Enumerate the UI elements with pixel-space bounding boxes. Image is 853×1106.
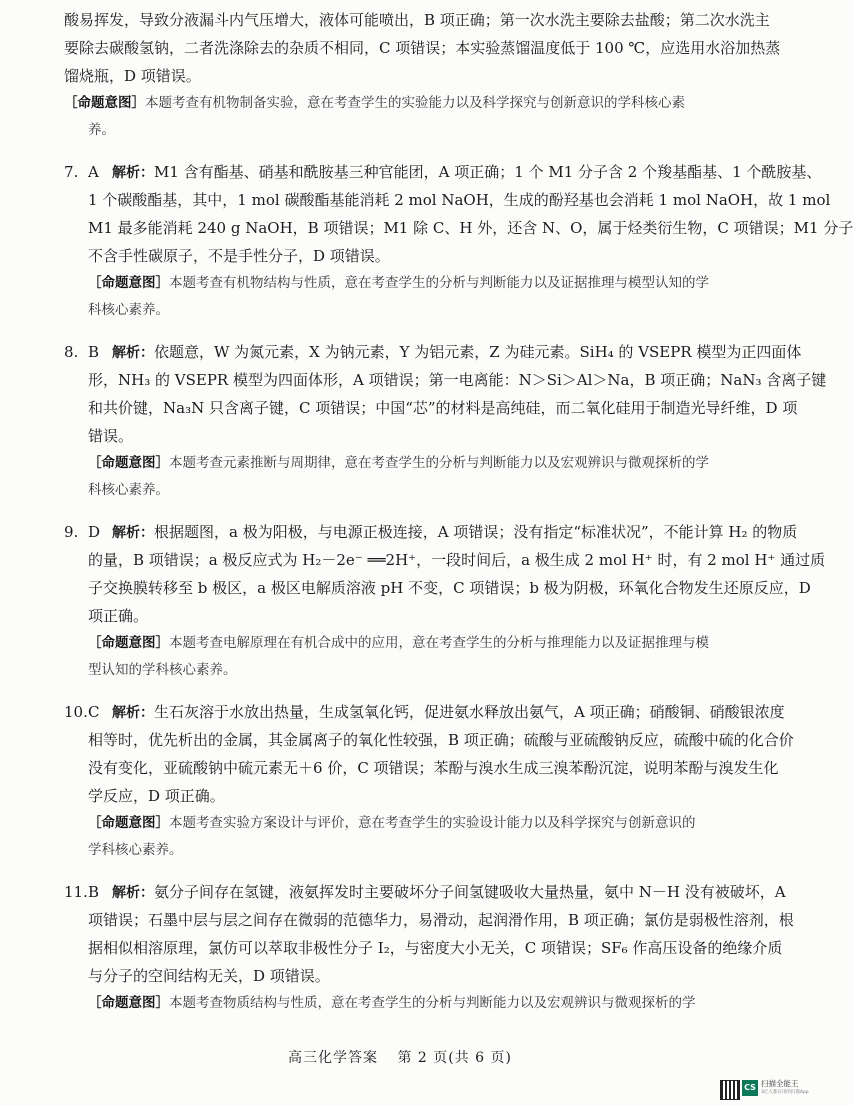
- intent-line: ［命题意图］本题考查元素推断与周期律，意在考查学生的分析与判断能力以及宏观辨识与微观探析的学: [88, 455, 709, 471]
- text-line: 形，NH₃ 的 VSEPR 模型为四面体形，A 项错误；第一电离能：N＞Si＞Al＞Na，B 项正确；NaN₃ 含离子键: [88, 371, 827, 389]
- intent-label: ［命题意图］: [88, 275, 169, 291]
- intent-line: 养。: [88, 122, 115, 138]
- answer-letter: B: [88, 883, 100, 901]
- answer-letter: B: [88, 343, 100, 361]
- text-line: 项正确。: [88, 607, 149, 625]
- scanner-logo-icon: CS: [742, 1080, 758, 1096]
- text-line: 1 个碳酸酯基，其中，1 mol 碳酸酯基能消耗 2 mol NaOH，生成的酚羟基也会消耗 1 mol NaOH，故 1 mol: [88, 191, 831, 209]
- intent-line: ［命题意图］本题考查物质结构与性质，意在考查学生的分析与判断能力以及宏观辨识与微观探析的学: [88, 995, 696, 1011]
- scanner-name: 扫描全能王: [761, 1079, 799, 1088]
- page-footer: [0, 1047, 800, 1067]
- page-number: 第 2 页(共 6 页): [397, 1050, 512, 1066]
- question-10: 10.C 解析：生石灰溶于水放出热量，生成氢氧化钙，促进氨水释放出氨气，A 项正确；硝酸铜、硝酸银浓度: [64, 698, 764, 726]
- text-line: 学反应，D 项正确。: [88, 787, 225, 805]
- intent-label: ［命题意图］: [88, 455, 169, 471]
- text-line: 馏烧瓶，D 项错误。: [64, 67, 201, 85]
- question-9: 9. D 解析：根据题图，a 极为阳极，与电源正极连接，A 项错误；没有指定“标准状况”，不能计算 H₂ 的物质: [64, 518, 764, 546]
- text-line: 项错误；石墨中层与层之间存在微弱的范德华力，易滑动，起润滑作用，B 项正确；氯仿是弱极性溶剂，根: [88, 911, 794, 929]
- intent-line: 科核心素养。: [88, 482, 169, 498]
- footer-title: 高三化学答案: [288, 1050, 378, 1066]
- text-line: 要除去碳酸氢钠，二者洗涤除去的杂质不相同，C 项错误；本实验蒸馏温度低于 100 ℃，应选用水浴加热蒸: [64, 39, 781, 57]
- question-7: 7. A 解析：M1 含有酯基、硝基和酰胺基三种官能团，A 项正确；1 个 M1 分子含 2 个羧基酯基、1 个酰胺基、: [64, 158, 764, 186]
- text-line: 酸易挥发，导致分液漏斗内气压增大，液体可能喷出，B 项正确；第一次水洗主要除去盐酸；第二次水洗主: [64, 11, 770, 29]
- intent-line: ［命题意图］本题考查有机物制备实验，意在考查学生的实验能力以及科学探究与创新意识的学科核心素: [64, 95, 685, 111]
- intent-line: 学科核心素养。: [88, 842, 183, 858]
- text-line: 没有变化，亚硫酸钠中硫元素无＋6 价，C 项错误；苯酚与溴水生成三溴苯酚沉淀，说明苯酚与溴发生化: [88, 759, 779, 777]
- question-11: 11.B 解析：氨分子间存在氢键，液氨挥发时主要破坏分子间氢键吸收大量热量，氨中 N－H 没有被破坏，A: [64, 878, 764, 906]
- intent-label: ［命题意图］: [88, 635, 169, 651]
- scanner-watermark: [761, 1079, 809, 1097]
- text-line: 据相似相溶原理，氯仿可以萃取非极性分子 I₂，与密度大小无关，C 项错误；SF₆ 作高压设备的绝缘介质: [88, 939, 783, 957]
- intent-label: ［命题意图］: [64, 95, 145, 111]
- text-line: 与分子的空间结构无关，D 项错误。: [88, 967, 330, 985]
- answer-letter: D: [88, 523, 101, 541]
- text-line: 的量，B 项错误；a 极反应式为 H₂－2e⁻ ══2H⁺，一段时间后，a 极生成 2 mol H⁺ 时，有 2 mol H⁺ 通过质: [88, 551, 826, 569]
- intent-line: ［命题意图］本题考查有机物结构与性质，意在考查学生的分析与判断能力以及证据推理与模型认知的学: [88, 275, 709, 291]
- answer-text: [64, 6, 853, 1017]
- scanner-slogan: 3亿人都在用的扫描App: [761, 1090, 809, 1095]
- intent-label: ［命题意图］: [88, 995, 169, 1011]
- question-8: 8. B 解析：依题意，W 为氮元素，X 为钠元素，Y 为铝元素，Z 为硅元素。SiH₄ 的 VSEPR 模型为正四面体: [64, 338, 764, 366]
- text-line: 错误。: [88, 427, 134, 445]
- text-line: 和共价键，Na₃N 只含离子键，C 项错误；中国“芯”的材料是高纯硅，而二氧化硅用于制造光导纤维，D 项: [88, 399, 798, 417]
- text-line: 子交换膜转移至 b 极区，a 极区电解质溶液 pH 不变，C 项错误；b 极为阴极，环氧化合物发生还原反应，D: [88, 579, 811, 597]
- intent-line: 科核心素养。: [88, 302, 169, 318]
- intent-line: ［命题意图］本题考查电解原理在有机合成中的应用，意在考查学生的分析与推理能力以及证据推理与模: [88, 635, 709, 651]
- intent-label: ［命题意图］: [88, 815, 169, 831]
- text-line: M1 最多能消耗 240 g NaOH，B 项错误；M1 除 C、H 外，还含 N、O，属于烃类衍生物，C 项错误；M1 分子: [88, 219, 853, 237]
- text-line: 不含手性碳原子，不是手性分子，D 项错误。: [88, 247, 390, 265]
- qr-code-icon: [720, 1080, 740, 1100]
- text-line: 相等时，优先析出的金属，其金属离子的氧化性较强，B 项正确；硫酸与亚硫酸钠反应，硫酸中硫的化合价: [88, 731, 794, 749]
- intent-line: ［命题意图］本题考查实验方案设计与评价，意在考查学生的实验设计能力以及科学探究与创新意识的: [88, 815, 696, 831]
- answer-letter: A: [88, 163, 99, 181]
- answer-letter: C: [88, 703, 100, 721]
- intent-line: 型认知的学科核心素养。: [88, 662, 237, 678]
